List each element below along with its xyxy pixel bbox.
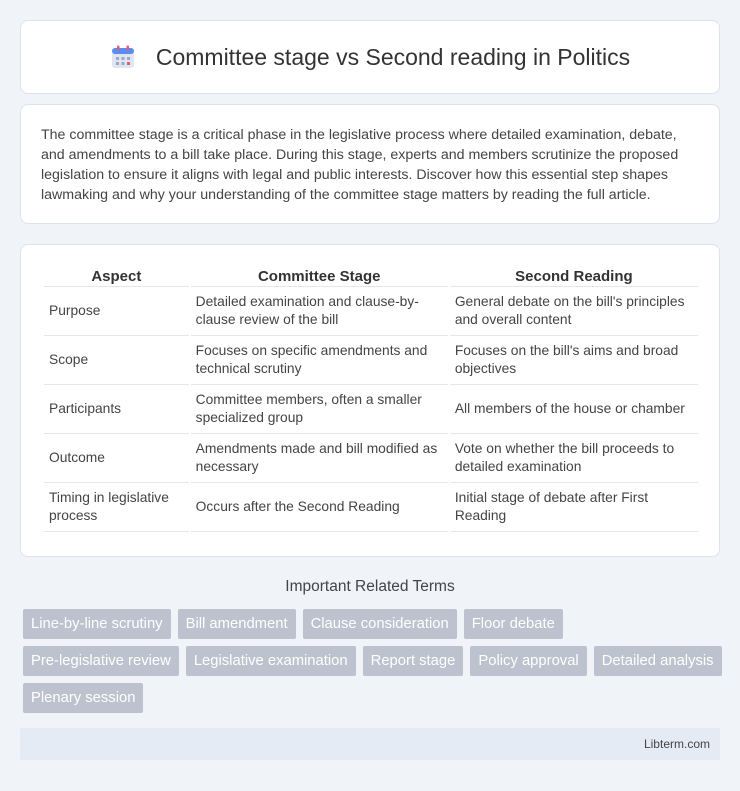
related-terms-title: Important Related Terms [285,578,455,595]
cell-aspect: Purpose [44,287,189,336]
tag-floor-debate[interactable]: Floor debate [464,609,563,639]
cell-committee: Detailed examination and clause-by-clause review of the bill [191,287,448,336]
tag-policy-approval[interactable]: Policy approval [470,646,586,676]
tag-pre-legislative-review[interactable]: Pre-legislative review [23,646,179,676]
header-committee-stage: Committee Stage [191,265,448,287]
tag-detailed-analysis[interactable]: Detailed analysis [594,646,722,676]
cell-aspect: Scope [44,336,189,385]
header-card [20,20,720,94]
table-row [44,385,698,434]
comparison-table [42,265,700,532]
cell-committee: Committee members, often a smaller specialized group [191,385,448,434]
tag-clause-consideration[interactable]: Clause consideration [303,609,457,639]
intro-text: The committee stage is a critical phase in the legislative process where detailed examination, debate, and amendments to a bill take place. During this stage, experts and members scrutinize the proposed legislation to ensure it aligns with legal and public interests. Discover how this essential step shapes lawmaking and why your understanding of the committee stage matters by reading the full article. [41,127,679,203]
title-wrap [110,44,630,71]
cell-aspect: Timing in legislative process [44,483,189,532]
table-row [44,336,698,385]
cell-second: All members of the house or chamber [450,385,698,434]
tag-legislative-examination[interactable]: Legislative examination [186,646,356,676]
header-second-reading: Second Reading [450,265,698,287]
cell-committee: Amendments made and bill modified as necessary [191,434,448,483]
footer-link[interactable]: Libterm.com [643,737,710,751]
footer [20,728,720,760]
tag-line-by-line-scrutiny[interactable]: Line-by-line scrutiny [23,609,171,639]
table-row [44,287,698,336]
table-row [44,483,698,532]
cell-aspect: Participants [44,385,189,434]
comparison-card [20,244,720,557]
cell-second: General debate on the bill's principles and overall content [450,287,698,336]
tag-bill-amendment[interactable]: Bill amendment [178,609,296,639]
header-aspect: Aspect [44,265,189,287]
cell-aspect: Outcome [44,434,189,483]
cell-committee: Focuses on specific amendments and technical scrutiny [191,336,448,385]
table-header-row [44,265,698,287]
cell-committee: Occurs after the Second Reading [191,483,448,532]
cell-second: Vote on whether the bill proceeds to detailed examination [450,434,698,483]
tag-plenary-session[interactable]: Plenary session [23,683,143,713]
table-row [44,434,698,483]
tag-report-stage[interactable]: Report stage [363,646,464,676]
page-title: Committee stage vs Second reading in Politics [155,43,631,70]
intro-card [20,104,720,224]
cell-second: Initial stage of debate after First Reading [450,483,698,532]
calendar-icon [110,44,136,70]
related-tags [23,609,723,713]
cell-second: Focuses on the bill's aims and broad objectives [450,336,698,385]
